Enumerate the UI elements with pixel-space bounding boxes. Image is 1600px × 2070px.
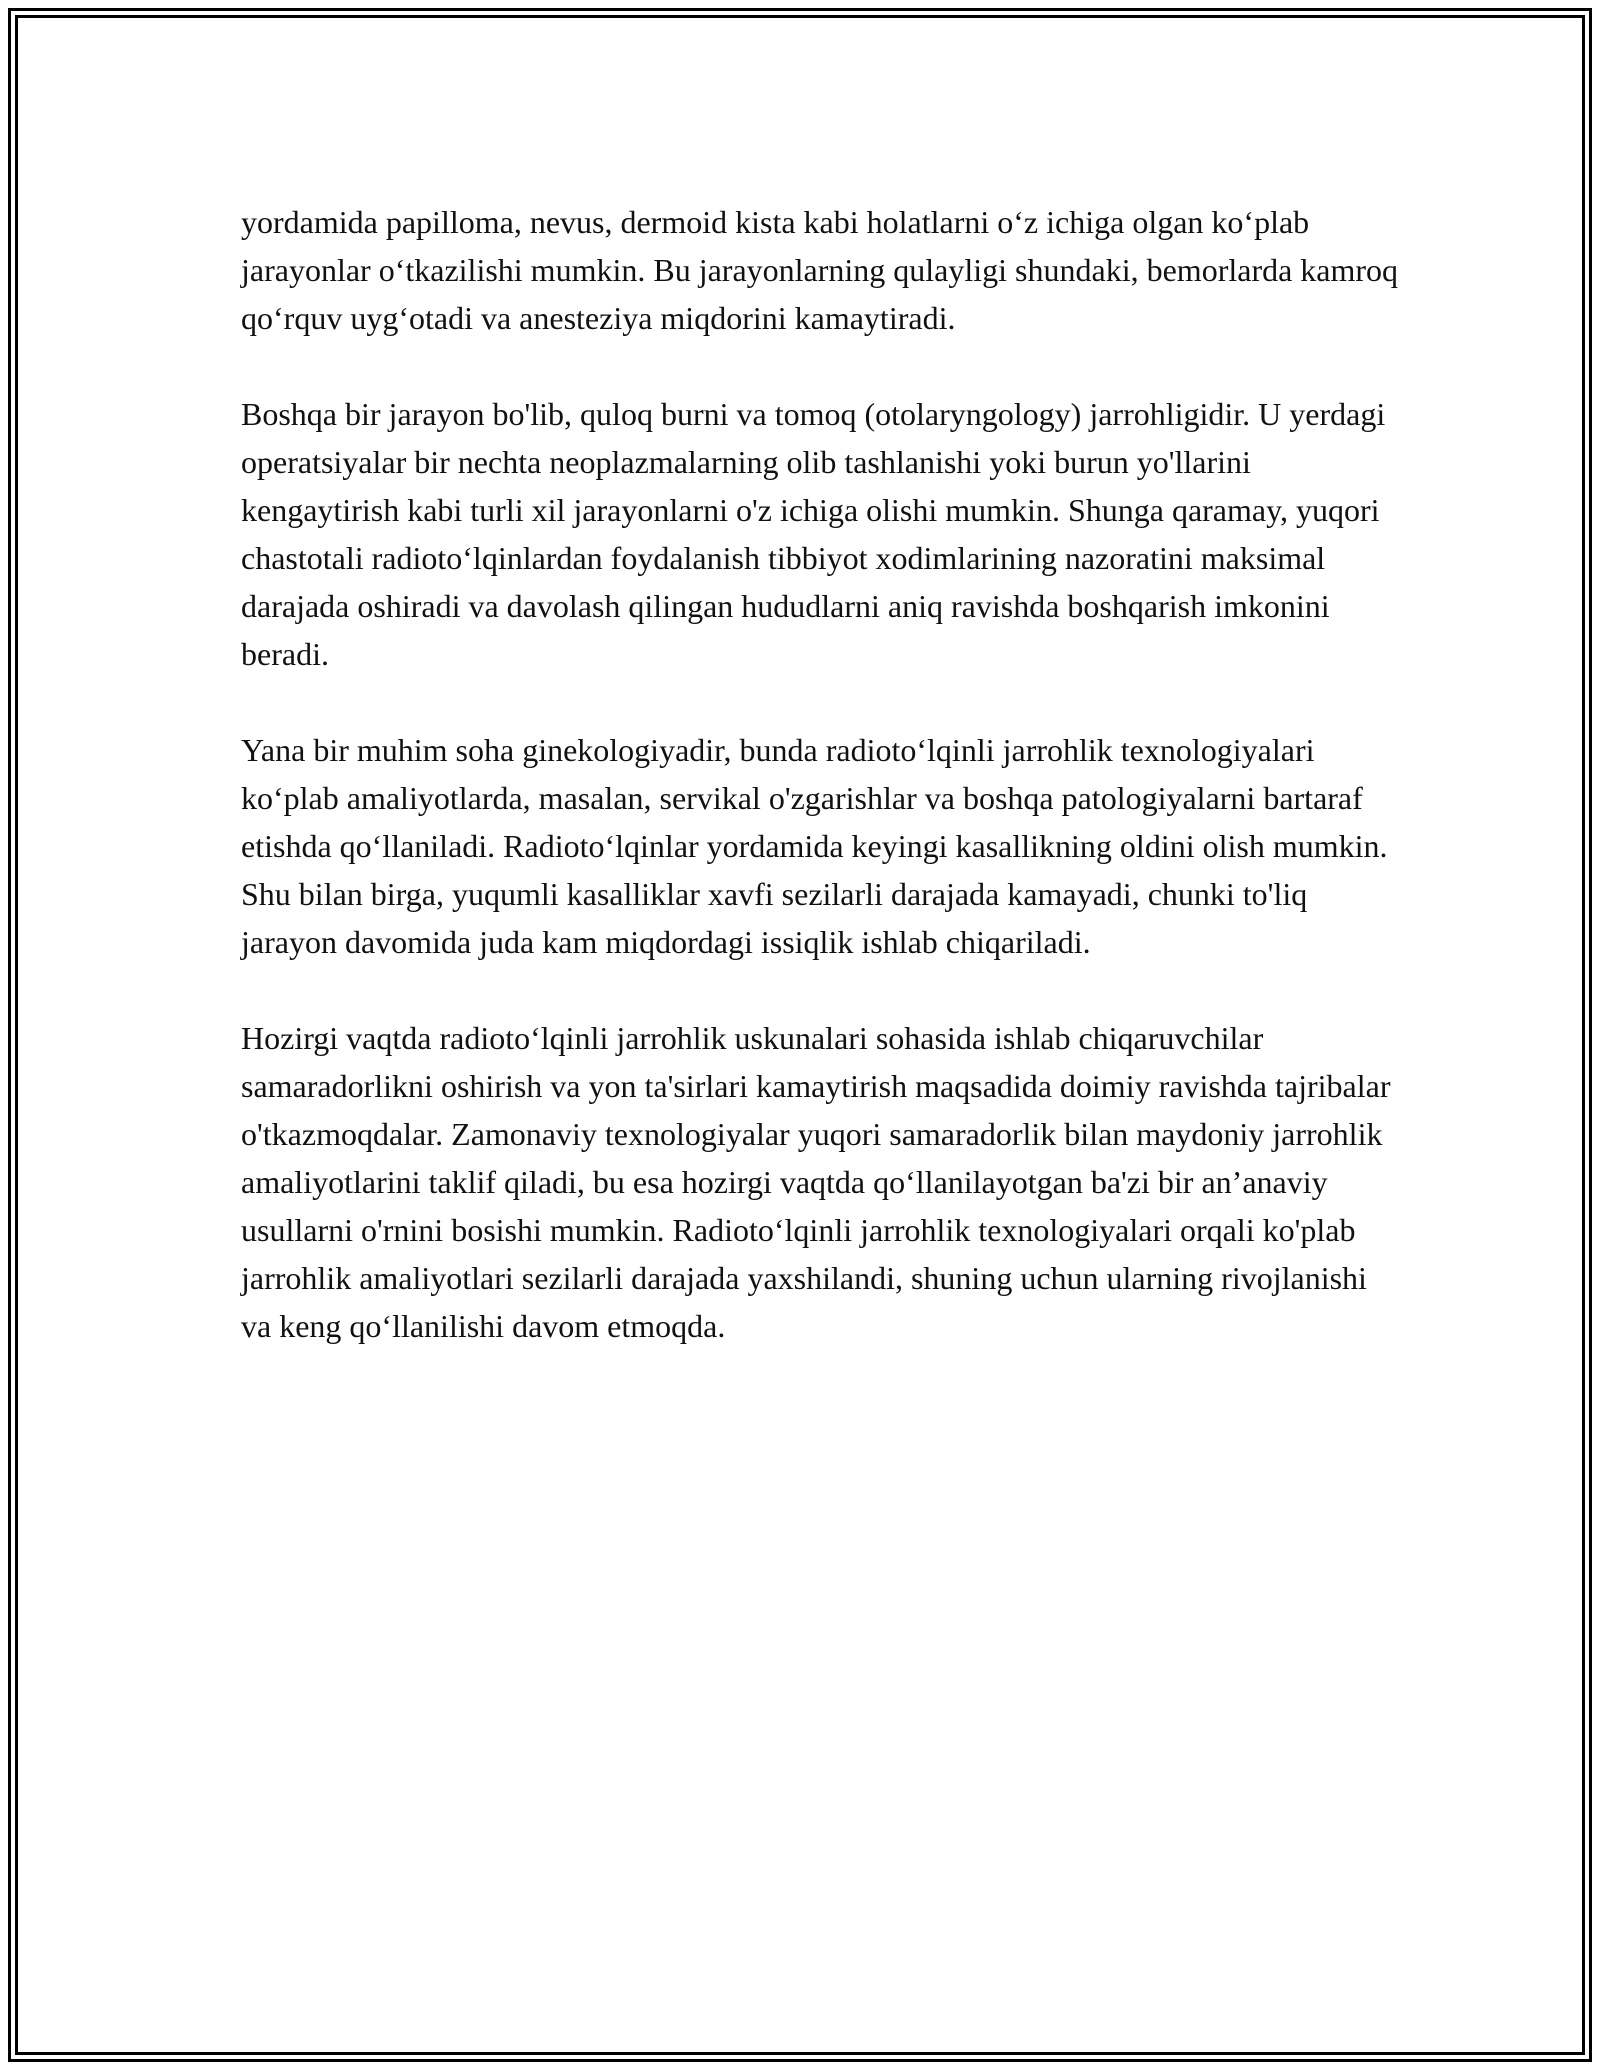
paragraph-modern-technologies: Hozirgi vaqtda radioto‘lqinli jarrohlik uskunalari sohasida ishlab chiqaruvchilar samaradorlikni oshirish va yon ta'sirlari kamaytirish maqsadida doimiy ravishda tajribalar o'tkazmoqdalar. Zamonaviy texnologiyalar yuqori samaradorlik bilan maydoniy jarrohlik amaliyotlarini taklif qiladi, bu esa hozirgi vaqtda qo‘llanilayotgan ba'zi bir an’anaviy usullarni o'rnini bosishi mumkin. Radioto‘lqinli jarrohlik texnologiyalari orqali ko'plab jarrohlik amaliyotlari sezilarli darajada yaxshilandi, shuning uchun ularning rivojlanishi va keng qo‘llanilishi davom etmoqda.	[241, 1020, 1391, 1344]
page-border	[8, 8, 1592, 2062]
paragraph-papilloma-procedures: yordamida papilloma, nevus, dermoid kista kabi holatlarni o‘z ichiga olgan ko‘plab jarayonlar o‘tkazilishi mumkin. Bu jarayonlarning qulayligi shundaki, bemorlarda kamroq qo‘rquv uyg‘otadi va anesteziya miqdorini kamaytiradi.	[241, 204, 1399, 336]
paragraph-gynecology: Yana bir muhim soha ginekologiyadir, bunda radioto‘lqinli jarrohlik texnologiyalari ko‘plab amaliyotlarda, masalan, servikal o'zgarishlar va boshqa patologiyalarni bartaraf etishda qo‘llaniladi. Radioto‘lqinlar yordamida keyingi kasallikning oldini olish mumkin. Shu bilan birga, yuqumli kasalliklar xavfi sezilarli darajada kamayadi, chunki to'liq jarayon davomida juda kam miqdordagi issiqlik ishlab chiqariladi.	[241, 732, 1388, 960]
page-inner-border	[15, 15, 1585, 2055]
paragraph-otolaryngology: Boshqa bir jarayon bo'lib, quloq burni va tomoq (otolaryngology) jarrohligidir. U yerdagi operatsiyalar bir nechta neoplazmalarning olib tashlanishi yoki burun yo'llarini kengaytirish kabi turli xil jarayonlarni o'z ichiga olishi mumkin. Shunga qaramay, yuqori chastotali radioto‘lqinlardan foydalanish tibbiyot xodimlarining nazoratini maksimal darajada oshiradi va davolash qilingan hududlarni aniq ravishda boshqarish imkonini beradi.	[241, 396, 1386, 672]
document-body	[241, 198, 1401, 1350]
